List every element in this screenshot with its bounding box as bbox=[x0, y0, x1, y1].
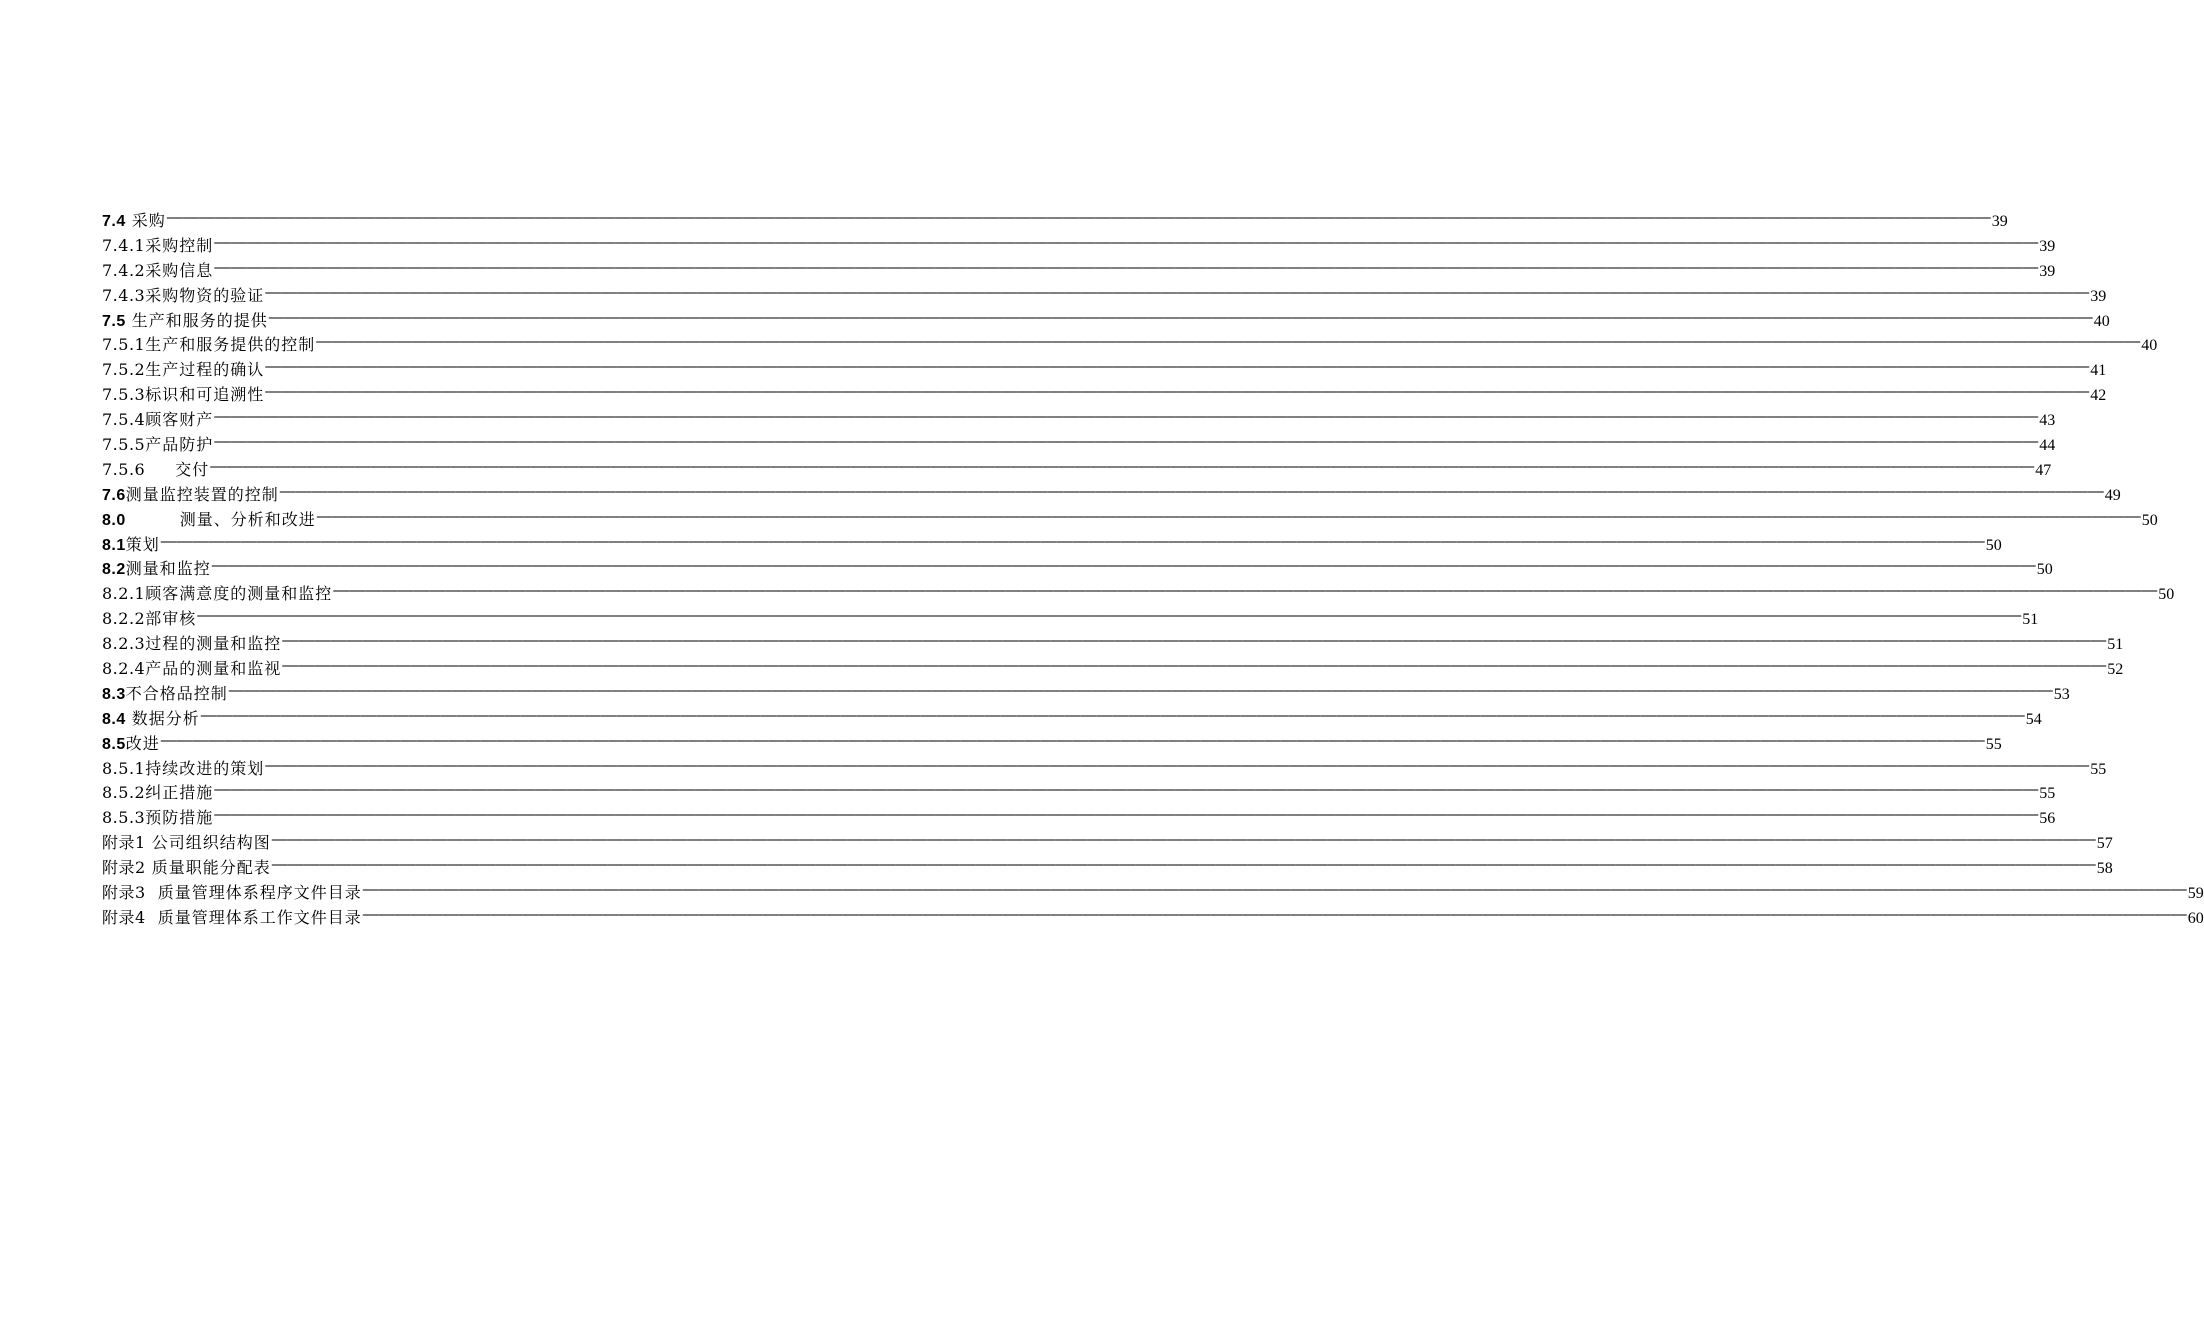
toc-entry-page-number: 58 bbox=[2096, 860, 2113, 878]
toc-leader-dashes: ―――――――――――――――――――――――――――――――――――――――――――――――――――――――――――――――――――――――――――――――――――――――――――――――――――――――――――――――――― bbox=[160, 530, 1985, 550]
toc-leader-dashes: ―――――――――――――――――――――――――――――――――――――――――――――――――――――――――――――――――――――――――――――――――――――――――――――――――――――――――――――――――― bbox=[197, 605, 2022, 625]
toc-entry-title: 预防措施 bbox=[145, 808, 214, 828]
toc-entry-title: 采购物资的验证 bbox=[145, 285, 265, 305]
toc-entry-number: 8.3 bbox=[102, 685, 126, 703]
toc-entry-number: 8.1 bbox=[102, 536, 126, 554]
toc-entry-number: 8.5 bbox=[102, 735, 126, 753]
toc-entry-page-number: 59 bbox=[2187, 885, 2204, 903]
toc-entry-title: 策划 bbox=[125, 534, 160, 554]
toc-entry-title: 产品防护 bbox=[145, 435, 214, 455]
toc-leader-dashes: ―――――――――――――――――――――――――――――――――――――――――――――――――――――――――――――――――――――――――――――――――――――――――――――――――――――――――――――――――― bbox=[214, 779, 2039, 799]
toc-entry-number: 8.2.3 bbox=[102, 634, 146, 654]
toc-entry-page-number: 51 bbox=[2022, 611, 2039, 629]
toc-entry-page-number: 55 bbox=[2090, 760, 2107, 778]
toc-entry-number: 附录1 bbox=[102, 833, 146, 853]
toc-entry-number: 8.2.4 bbox=[102, 659, 146, 679]
toc-entry-title: 部审核 bbox=[145, 609, 197, 629]
toc-entry-number: 7.4.3 bbox=[102, 285, 146, 305]
toc-entry-number: 7.4.2 bbox=[102, 260, 146, 280]
toc-leader-dashes: ―――――――――――――――――――――――――――――――――――――――――――――――――――――――――――――――――――――――――――――――――――――――――――――――――――――――――――――――――― bbox=[166, 207, 1991, 226]
toc-leader-dashes: ―――――――――――――――――――――――――――――――――――――――――――――――――――――――――――――――――――――――――――――――――――――――――――――――――――――――――――――――――― bbox=[214, 804, 2039, 824]
toc-entry-page-number: 55 bbox=[1985, 735, 2002, 753]
toc-leader-dashes: ―――――――――――――――――――――――――――――――――――――――――――――――――――――――――――――――――――――――――――――――――――――――――――――――――――――――――――――――――― bbox=[362, 903, 2187, 923]
toc-entry-number: 7.5.4 bbox=[102, 410, 146, 430]
toc-entry-number: 8.2.1 bbox=[102, 584, 146, 604]
toc-entry-title: 标识和可追溯性 bbox=[145, 385, 265, 405]
toc-leader-dashes: ―――――――――――――――――――――――――――――――――――――――――――――――――――――――――――――――――――――――――――――――――――――――――――――――――――――――――――――――――― bbox=[271, 854, 2096, 874]
toc-entry-page-number: 39 bbox=[2039, 262, 2056, 280]
toc-entry-title: 不合格品控制 bbox=[125, 683, 228, 703]
toc-entry-page-number: 40 bbox=[2093, 312, 2110, 330]
toc-entry-title: 采购信息 bbox=[145, 260, 214, 280]
toc-entry-title: 测量监控装置的控制 bbox=[125, 484, 279, 504]
toc-entry-page-number: 44 bbox=[2039, 437, 2056, 455]
toc-entry-title: 测量和监控 bbox=[125, 559, 211, 579]
toc-entry-title: 采购 bbox=[131, 211, 166, 230]
toc-leader-dashes: ―――――――――――――――――――――――――――――――――――――――――――――――――――――――――――――――――――――――――――――――――――――――――――――――――――――――――――――――――― bbox=[282, 655, 2107, 675]
toc-leader-dashes: ―――――――――――――――――――――――――――――――――――――――――――――――――――――――――――――――――――――――――――――――――――――――――――――――――――――――――――――――――― bbox=[265, 281, 2090, 301]
toc-entry-title: 公司组织结构图 bbox=[151, 833, 271, 853]
toc-entry-title: 生产和服务的提供 bbox=[131, 310, 268, 330]
toc-entry-page-number: 47 bbox=[2035, 461, 2052, 479]
toc-entry-title: 生产过程的确认 bbox=[145, 360, 265, 380]
toc-entry-number: 附录3 bbox=[102, 883, 146, 903]
toc-leader-dashes: ―――――――――――――――――――――――――――――――――――――――――――――――――――――――――――――――――――――――――――――――――――――――――――――――――――――――――――――――――― bbox=[265, 754, 2090, 774]
toc-entry-page-number: 54 bbox=[2025, 710, 2042, 728]
toc-leader-dashes: ―――――――――――――――――――――――――――――――――――――――――――――――――――――――――――――――――――――――――――――――――――――――――――――――――――――――――――――――――― bbox=[214, 406, 2039, 426]
toc-entry-number: 7.5.3 bbox=[102, 385, 146, 405]
table-of-contents bbox=[102, 207, 2204, 931]
toc-entry-title: 过程的测量和监控 bbox=[145, 634, 282, 654]
toc-entry-title: 生产和服务提供的控制 bbox=[145, 335, 316, 355]
toc-entry-title: 纠正措施 bbox=[145, 783, 214, 803]
toc-entry-title: 持续改进的策划 bbox=[145, 758, 265, 778]
toc-leader-dashes: ―――――――――――――――――――――――――――――――――――――――――――――――――――――――――――――――――――――――――――――――――――――――――――――――――――――――――――――――――― bbox=[265, 381, 2090, 401]
toc-entry-page-number: 50 bbox=[2141, 511, 2158, 529]
toc-entry-page-number: 51 bbox=[2107, 636, 2124, 654]
toc-entry-title: 质量职能分配表 bbox=[151, 858, 271, 878]
toc-leader-dashes: ―――――――――――――――――――――――――――――――――――――――――――――――――――――――――――――――――――――――――――――――――――――――――――――――――――――――――――――――――― bbox=[160, 729, 1985, 749]
toc-entry-page-number: 50 bbox=[1985, 536, 2002, 554]
toc-entry-title: 顾客财产 bbox=[145, 410, 214, 430]
toc-entry-number: 8.5.1 bbox=[102, 758, 146, 778]
toc-leader-dashes: ―――――――――――――――――――――――――――――――――――――――――――――――――――――――――――――――――――――――――――――――――――――――――――――――――――――――――――――――――― bbox=[333, 580, 2158, 600]
toc-entry-number: 附录4 bbox=[102, 907, 146, 927]
toc-entry-page-number: 40 bbox=[2141, 337, 2158, 355]
toc-leader-dashes: ―――――――――――――――――――――――――――――――――――――――――――――――――――――――――――――――――――――――――――――――――――――――――――――――――――――――――――――――――― bbox=[316, 505, 2141, 525]
toc-entry-number: 7.5.2 bbox=[102, 360, 146, 380]
toc-entry-number: 7.5.1 bbox=[102, 335, 146, 355]
toc-entry-page-number: 57 bbox=[2096, 835, 2113, 853]
toc-entry-page-number: 50 bbox=[2158, 586, 2175, 604]
toc-entry-number: 8.2.2 bbox=[102, 609, 146, 629]
toc-leader-dashes: ―――――――――――――――――――――――――――――――――――――――――――――――――――――――――――――――――――――――――――――――――――――――――――――――――――――――――――――――――― bbox=[211, 555, 2036, 575]
toc-leader-dashes: ―――――――――――――――――――――――――――――――――――――――――――――――――――――――――――――――――――――――――――――――――――――――――――――――――――――――――――――――――― bbox=[271, 829, 2096, 849]
toc-entry-number: 8.4 bbox=[102, 710, 126, 728]
toc-leader-dashes: ―――――――――――――――――――――――――――――――――――――――――――――――――――――――――――――――――――――――――――――――――――――――――――――――――――――――――――――――――― bbox=[210, 455, 2035, 475]
toc-entry-page-number: 39 bbox=[2039, 237, 2056, 255]
toc-entry-title: 产品的测量和监视 bbox=[145, 659, 282, 679]
toc-leader-dashes: ―――――――――――――――――――――――――――――――――――――――――――――――――――――――――――――――――――――――――――――――――――――――――――――――――――――――――――――――――― bbox=[214, 431, 2039, 451]
toc-leader-dashes: ―――――――――――――――――――――――――――――――――――――――――――――――――――――――――――――――――――――――――――――――――――――――――――――――――――――――――――――――――― bbox=[214, 231, 2039, 251]
toc-entry-page-number: 43 bbox=[2039, 412, 2056, 430]
toc-entry-page-number: 60 bbox=[2187, 909, 2204, 927]
toc-entry[interactable] bbox=[102, 903, 2204, 931]
toc-entry-page-number: 53 bbox=[2053, 685, 2070, 703]
toc-leader-dashes: ―――――――――――――――――――――――――――――――――――――――――――――――――――――――――――――――――――――――――――――――――――――――――――――――――――――――――――――――――― bbox=[265, 356, 2090, 376]
toc-leader-dashes: ―――――――――――――――――――――――――――――――――――――――――――――――――――――――――――――――――――――――――――――――――――――――――――――――――――――――――――――――――― bbox=[200, 704, 2025, 724]
toc-entry-number: 附录2 bbox=[102, 858, 146, 878]
toc-leader-dashes: ―――――――――――――――――――――――――――――――――――――――――――――――――――――――――――――――――――――――――――――――――――――――――――――――――――――――――――――――――― bbox=[362, 879, 2187, 899]
toc-leader-dashes: ―――――――――――――――――――――――――――――――――――――――――――――――――――――――――――――――――――――――――――――――――――――――――――――――――――――――――――――――――― bbox=[228, 679, 2053, 699]
toc-entry-page-number: 55 bbox=[2039, 785, 2056, 803]
toc-entry-page-number: 39 bbox=[2090, 287, 2107, 305]
toc-entry-number: 8.2 bbox=[102, 561, 126, 579]
toc-leader-dashes: ―――――――――――――――――――――――――――――――――――――――――――――――――――――――――――――――――――――――――――――――――――――――――――――――――――――――――――――――――― bbox=[282, 630, 2107, 650]
toc-entry-number: 8.5.2 bbox=[102, 783, 146, 803]
toc-entry-number: 7.5.6 bbox=[102, 459, 146, 479]
toc-entry-page-number: 42 bbox=[2090, 387, 2107, 405]
toc-entry-title: 顾客满意度的测量和监控 bbox=[145, 584, 333, 604]
toc-entry-title: 测量、分析和改进 bbox=[179, 509, 316, 529]
toc-leader-dashes: ―――――――――――――――――――――――――――――――――――――――――――――――――――――――――――――――――――――――――――――――――――――――――――――――――――――――――――――――――― bbox=[316, 331, 2141, 351]
toc-entry-title: 改进 bbox=[125, 733, 160, 753]
toc-entry-title: 质量管理体系工作文件目录 bbox=[157, 907, 362, 927]
toc-leader-dashes: ―――――――――――――――――――――――――――――――――――――――――――――――――――――――――――――――――――――――――――――――――――――――――――――――――――――――――――――――――― bbox=[214, 256, 2039, 276]
toc-entry-page-number: 52 bbox=[2107, 661, 2124, 679]
toc-entry-number: 7.5 bbox=[102, 312, 126, 330]
toc-leader-dashes: ―――――――――――――――――――――――――――――――――――――――――――――――――――――――――――――――――――――――――――――――――――――――――――――――――――――――――――――――――― bbox=[268, 306, 2093, 326]
toc-entry-number: 8.5.3 bbox=[102, 808, 146, 828]
toc-entry-number: 7.5.5 bbox=[102, 435, 146, 455]
toc-entry-title: 数据分析 bbox=[131, 708, 200, 728]
toc-entry-page-number: 39 bbox=[1991, 213, 2008, 230]
toc-entry-page-number: 41 bbox=[2090, 362, 2107, 380]
toc-entry-title: 质量管理体系程序文件目录 bbox=[157, 883, 362, 903]
toc-entry-page-number: 50 bbox=[2036, 561, 2053, 579]
toc-entry-title: 交付 bbox=[175, 459, 210, 479]
toc-entry-title: 采购控制 bbox=[145, 235, 214, 255]
toc-entry-number: 7.4 bbox=[102, 213, 126, 230]
toc-entry-page-number: 49 bbox=[2104, 486, 2121, 504]
toc-entry-number: 7.4.1 bbox=[102, 235, 146, 255]
toc-entry-number: 7.6 bbox=[102, 486, 126, 504]
toc-entry-number: 8.0 bbox=[102, 511, 126, 529]
toc-leader-dashes: ―――――――――――――――――――――――――――――――――――――――――――――――――――――――――――――――――――――――――――――――――――――――――――――――――――――――――――――――――― bbox=[279, 480, 2104, 500]
toc-entry-page-number: 56 bbox=[2039, 810, 2056, 828]
